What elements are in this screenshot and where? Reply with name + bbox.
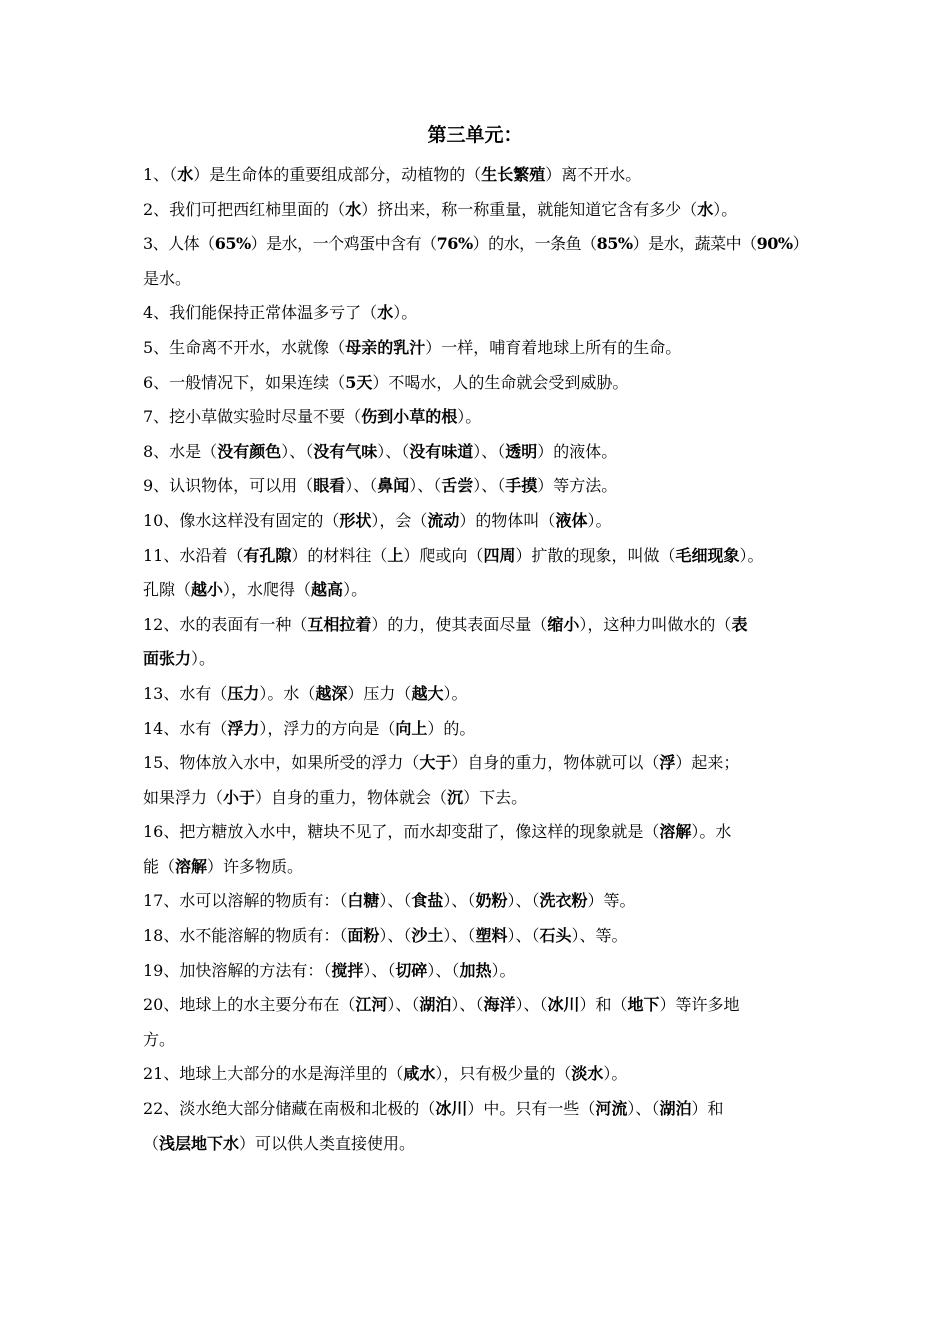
answer-text: 鼻闻 [377, 476, 410, 496]
answer-text: 加热 [459, 960, 492, 980]
text-line [143, 608, 808, 643]
line-text: （ [143, 1133, 160, 1153]
line-text: ）、（ [473, 476, 506, 496]
line-text: 13、水有（ [143, 683, 228, 703]
answer-text: 食盐 [411, 891, 444, 911]
answer-text: 没有气味 [313, 441, 378, 461]
line-text: ）和 [691, 1099, 724, 1119]
answer-text: 65% [214, 234, 251, 254]
line-text: ）压力（ [347, 683, 412, 703]
line-text: ），只有极少量的（ [435, 1064, 572, 1084]
line-text: ）。 [587, 510, 612, 530]
answer-text: 有孔隙 [243, 545, 292, 565]
line-text: ）、（ [507, 891, 540, 911]
answer-text: 沉 [447, 787, 464, 807]
line-text: 方。 [143, 1029, 176, 1049]
text-line [143, 677, 808, 712]
answer-text: 向上 [395, 718, 428, 738]
text-line [143, 781, 808, 816]
line-text: ）自身的重力，物体就可以（ [451, 753, 660, 773]
line-text: ）的物体叫（ [459, 510, 556, 530]
line-text: ）的水，一条鱼（ [472, 234, 597, 254]
answer-text: 水 [345, 199, 362, 219]
line-text: ）。水 [691, 822, 732, 842]
line-text: 11、水沿着（ [143, 545, 244, 565]
line-text: 10、像水这样没有固定的（ [143, 510, 340, 530]
answer-text: 冰川 [435, 1099, 468, 1119]
answer-text: 流动 [427, 510, 460, 530]
answer-text: 手摸 [505, 476, 538, 496]
line-text: ）中。只有一些（ [467, 1099, 596, 1119]
text-line [143, 504, 808, 539]
answer-text: 切碎 [395, 960, 428, 980]
line-text: ）。 [713, 199, 738, 219]
text-line [143, 1057, 808, 1092]
line-text: 14、水有（ [143, 718, 228, 738]
text-line [143, 573, 808, 608]
answer-text: 表 [731, 614, 748, 634]
line-text: 6、一般情况下，如果连续（ [143, 372, 346, 392]
answer-text: 浮力 [227, 718, 260, 738]
answer-text: 地下 [627, 995, 660, 1015]
line-text: ）下去。 [463, 787, 528, 807]
line-text: ）、（ [451, 995, 484, 1015]
answer-text: 水 [697, 199, 714, 219]
text-line [143, 919, 808, 954]
answer-text: 毛细现象 [675, 545, 740, 565]
text-line [143, 746, 808, 781]
text-line [143, 850, 808, 885]
text-line [143, 954, 808, 989]
line-text: ）的。 [427, 718, 476, 738]
answer-text: 浮 [659, 753, 676, 773]
text-line [143, 435, 808, 470]
answer-text: 76% [436, 234, 473, 254]
answer-text: 眼看 [313, 476, 346, 496]
answer-text: 水 [177, 165, 194, 184]
line-text: ）、（ [473, 441, 506, 461]
answer-text: 水 [377, 303, 394, 323]
line-text: 孔隙（ [143, 580, 192, 600]
answer-text: 母亲的乳汁 [345, 337, 426, 357]
answer-text: 冰川 [547, 995, 580, 1015]
line-text: 如果浮力（ [143, 787, 224, 807]
line-text: ）、（ [379, 926, 412, 946]
answer-text: 伤到小草的根 [361, 407, 458, 427]
line-text: 19、加快溶解的方法有：（ [143, 960, 332, 980]
answer-text: 越小 [191, 580, 224, 600]
line-text: ）等许多地 [659, 995, 740, 1015]
answer-text: 越深 [315, 683, 348, 703]
answer-text: 互相拉着 [307, 614, 372, 634]
answer-text: 江河 [355, 995, 388, 1015]
line-text: ）、（ [443, 926, 476, 946]
line-text: ）不喝水，人的生命就会受到威胁。 [372, 372, 629, 392]
answer-text: 溶解 [659, 822, 692, 842]
answer-text: 洗衣粉 [539, 891, 588, 911]
answer-text: 上 [387, 545, 404, 565]
answer-text: 溶解 [175, 856, 208, 876]
answer-text: 河流 [595, 1099, 628, 1119]
line-text: 5、生命离不开水，水就像（ [143, 337, 346, 357]
answer-text: 沙土 [411, 926, 444, 946]
line-text: ）。 [491, 960, 516, 980]
line-text: ），会（ [371, 510, 428, 530]
line-text: 16、把方糖放入水中，糖块不见了，而水却变甜了，像这样的现象就是（ [143, 822, 660, 842]
line-text: ）的液体。 [537, 441, 618, 461]
line-text: ）和（ [579, 995, 628, 1015]
line-text: 17、水可以溶解的物质有：（ [143, 891, 348, 911]
answer-text: 透明 [505, 441, 538, 461]
line-text: 4、我们能保持正常体温多亏了（ [143, 303, 378, 323]
line-text: ）挤出来，称一称重量，就能知道它含有多少（ [361, 199, 698, 219]
line-text: ）、（ [507, 926, 540, 946]
answer-text: 淡水 [571, 1064, 604, 1084]
line-text: ）、（ [387, 995, 420, 1015]
text-line [143, 642, 808, 677]
line-text: ）。 [443, 683, 468, 703]
answer-text: 海洋 [483, 995, 516, 1015]
text-line [143, 539, 808, 574]
line-text: 21、地球上大部分的水是海洋里的（ [143, 1064, 404, 1084]
text-line [143, 400, 808, 435]
line-text: 2、我们可把西红柿里面的（ [143, 199, 346, 219]
answer-text: 白糖 [347, 891, 380, 911]
line-text: ）起来； [675, 753, 740, 773]
line-text: ）、（ [443, 891, 476, 911]
line-text: ）爬或向（ [403, 545, 484, 565]
line-text: 能（ [143, 856, 176, 876]
answer-text: 舌尝 [441, 476, 474, 496]
text-line [143, 815, 808, 850]
line-text: 15、物体放入水中，如果所受的浮力（ [143, 753, 420, 773]
line-text: ）的材料往（ [291, 545, 388, 565]
line-text: ）。 [603, 1064, 628, 1084]
line-text: ）是水，蔬菜中（ [632, 234, 757, 254]
answer-text: 形状 [339, 510, 372, 530]
line-text: ）。 [191, 649, 216, 669]
answer-text: 大于 [419, 753, 452, 773]
answer-text: 奶粉 [475, 891, 508, 911]
line-text: 20、地球上的水主要分布在（ [143, 995, 356, 1015]
answer-text: 搅拌 [331, 960, 364, 980]
answer-text: 四周 [483, 545, 516, 565]
line-text: ）。 [393, 303, 418, 323]
text-line [143, 366, 808, 401]
answer-text: 面张力 [143, 649, 192, 669]
line-text: ） [792, 234, 809, 254]
document-body [143, 158, 808, 1161]
line-text: 18、水不能溶解的物质有：（ [143, 926, 348, 946]
text-line [143, 1127, 808, 1162]
text-line [143, 193, 808, 228]
answer-text: 越高 [311, 580, 344, 600]
answer-text: 没有颜色 [217, 441, 282, 461]
answer-text: 液体 [555, 510, 588, 530]
line-text: ），这种力叫做水的（ [579, 614, 732, 634]
answer-text: 90% [756, 234, 793, 254]
text-line [143, 262, 808, 297]
line-text: ）等。 [587, 891, 636, 911]
text-line [143, 158, 808, 193]
line-text: ）。 [457, 407, 482, 427]
answer-text: 85% [596, 234, 633, 254]
line-text: ）、（ [627, 1099, 660, 1119]
line-text: ），浮力的方向是（ [259, 718, 396, 738]
line-text: ）。 [739, 545, 764, 565]
line-text: ）。 [343, 580, 368, 600]
line-text: ）、等。 [571, 926, 628, 946]
line-text: 12、水的表面有一种（ [143, 614, 308, 634]
text-line [143, 227, 808, 262]
line-text: ）、（ [409, 476, 442, 496]
answer-text: 缩小 [547, 614, 580, 634]
line-text: ）等方法。 [537, 476, 618, 496]
line-text: 7、挖小草做实验时尽量不要（ [143, 407, 362, 427]
text-line [143, 1092, 808, 1127]
line-text: ）自身的重力，物体就会（ [255, 787, 448, 807]
line-text: 22、淡水绝大部分储藏在南极和北极的（ [143, 1099, 436, 1119]
page-title: 第三单元： [427, 124, 523, 146]
line-text: 3、人体（ [143, 234, 215, 254]
line-text: ）、（ [363, 960, 396, 980]
answer-text: 咸水 [403, 1064, 436, 1084]
line-text: 1、（ [143, 165, 178, 184]
line-text: ）、（ [379, 891, 412, 911]
text-line [143, 296, 808, 331]
line-text: 8、水是（ [143, 441, 218, 461]
line-text: ）、（ [345, 476, 378, 496]
text-line [143, 884, 808, 919]
answer-text: 浅层地下水 [159, 1133, 240, 1153]
line-text: ）的力，使其表面尽量（ [371, 614, 548, 634]
line-text: ）。水（ [259, 683, 316, 703]
line-text: ）一样，哺育着地球上所有的生命。 [425, 337, 682, 357]
line-text: ）可以供人类直接使用。 [239, 1133, 416, 1153]
answer-text: 湖泊 [419, 995, 452, 1015]
answer-text: 压力 [227, 683, 260, 703]
answer-text: 没有味道 [409, 441, 474, 461]
line-text: ）是水，一个鸡蛋中含有（ [250, 234, 437, 254]
answer-text: 生长繁殖 [481, 165, 546, 184]
answer-text: 面粉 [347, 926, 380, 946]
line-text: ）扩散的现象，叫做（ [515, 545, 676, 565]
line-text: 9、认识物体，可以用（ [143, 476, 314, 496]
line-text: ）、（ [281, 441, 314, 461]
line-text: ）、（ [515, 995, 548, 1015]
line-text: ）是生命体的重要组成部分，动植物的（ [193, 165, 482, 184]
line-text: ），水爬得（ [223, 580, 312, 600]
text-line [143, 988, 808, 1023]
line-text: ）、（ [377, 441, 410, 461]
answer-text: 石头 [539, 926, 572, 946]
text-line [143, 712, 808, 747]
answer-text: 小于 [223, 787, 256, 807]
text-line [143, 331, 808, 366]
answer-text: 5天 [345, 372, 373, 392]
line-text: ）离不开水。 [545, 165, 642, 184]
answer-text: 湖泊 [659, 1099, 692, 1119]
line-text: 是水。 [143, 268, 192, 288]
line-text: ）许多物质。 [207, 856, 304, 876]
answer-text: 塑料 [475, 926, 508, 946]
text-line [143, 1023, 808, 1058]
line-text: ）、（ [427, 960, 460, 980]
answer-text: 越大 [411, 683, 444, 703]
text-line [143, 469, 808, 504]
